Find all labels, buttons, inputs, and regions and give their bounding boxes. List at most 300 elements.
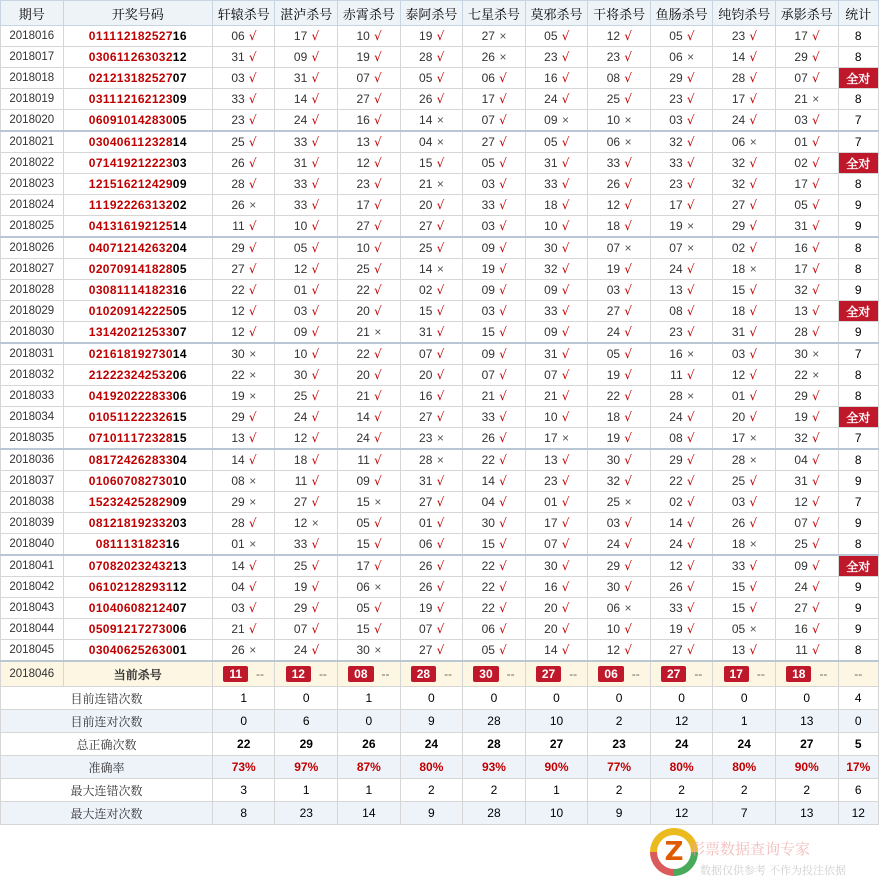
- hit-mark-icon: √: [499, 219, 507, 233]
- kill-number-value: 28: [419, 453, 433, 467]
- special-number: 09: [172, 495, 188, 509]
- summary-value: 28: [463, 710, 526, 733]
- special-number: 16: [165, 537, 181, 551]
- miss-mark-icon: ×: [562, 113, 570, 127]
- kill-number-value: 17: [731, 92, 746, 106]
- cell-kill-number: [775, 259, 838, 280]
- hit-mark-icon: √: [436, 92, 445, 106]
- kill-number-value: 21: [794, 92, 808, 106]
- kill-number-value: 26: [606, 177, 621, 191]
- kill-number-value: 31: [544, 347, 558, 361]
- hit-mark-icon: √: [436, 198, 445, 212]
- summary-value: 13: [775, 802, 838, 825]
- cell-kill-number: [400, 577, 463, 598]
- hit-mark-icon: √: [811, 622, 820, 636]
- kill-number-value: 07: [419, 622, 433, 636]
- kill-number-value: 17: [544, 516, 558, 530]
- cell-kill-number: [463, 216, 526, 238]
- kill-number-value: 03: [481, 219, 495, 233]
- cell-kill-number: [650, 513, 713, 534]
- cell-kill-number: [338, 174, 401, 195]
- cell-kill-number: [463, 640, 526, 662]
- kill-number-value: 18: [731, 537, 746, 551]
- kill-number-value: 21: [544, 389, 558, 403]
- kill-number-value: 19: [606, 262, 621, 276]
- winning-number: 08: [130, 474, 146, 488]
- kill-number-value: 24: [606, 537, 621, 551]
- winning-number: 12: [88, 177, 104, 191]
- hit-mark-icon: √: [499, 622, 507, 636]
- hit-mark-icon: √: [311, 495, 320, 509]
- winning-number: 28: [158, 262, 174, 276]
- cell-kill-number: [400, 492, 463, 513]
- hit-mark-icon: √: [436, 410, 445, 424]
- miss-mark-icon: ×: [249, 537, 257, 551]
- winning-number: 21: [130, 177, 146, 191]
- winning-number: 23: [130, 559, 146, 573]
- miss-mark-icon: ×: [499, 29, 507, 43]
- winning-number: 02: [88, 262, 104, 276]
- winning-number: 30: [158, 113, 174, 127]
- cell-kill-number: [588, 237, 651, 259]
- hit-mark-icon: √: [749, 474, 758, 488]
- cell-issue: 2018023: [1, 174, 64, 195]
- kill-number-value: 15: [481, 325, 495, 339]
- special-number: 09: [172, 92, 188, 106]
- cell-kill-number: [713, 492, 776, 513]
- kill-number-value: 13: [231, 431, 245, 445]
- cell-kill-number: [400, 89, 463, 110]
- miss-mark-icon: ×: [436, 113, 444, 127]
- cell-kill-number: [400, 449, 463, 471]
- cell-issue: 2018025: [1, 216, 64, 238]
- cell-statistics: 8: [838, 89, 878, 110]
- summary-value: 1: [338, 687, 401, 710]
- hit-mark-icon: √: [374, 156, 382, 170]
- kill-number-value: 31: [419, 325, 433, 339]
- special-number: 06: [172, 622, 188, 636]
- hit-mark-icon: √: [624, 92, 632, 106]
- winning-number: 05: [88, 622, 104, 636]
- kill-number-value: 17: [794, 177, 808, 191]
- winning-number: 13: [102, 219, 118, 233]
- cell-winning-numbers: [63, 619, 212, 640]
- hit-mark-icon: √: [374, 283, 382, 297]
- cell-winning-numbers: [63, 237, 212, 259]
- kill-number-value: 29: [669, 453, 683, 467]
- winning-number: 06: [102, 50, 118, 64]
- hit-mark-icon: √: [248, 559, 257, 573]
- winning-number: 16: [116, 177, 132, 191]
- cell-kill-number: [338, 110, 401, 132]
- hit-mark-icon: √: [749, 219, 758, 233]
- hit-mark-icon: √: [686, 622, 695, 636]
- hit-mark-icon: √: [561, 516, 570, 530]
- kill-number-value: 27: [606, 304, 621, 318]
- cell-kill-number: [400, 640, 463, 662]
- cell-kill-number: [775, 365, 838, 386]
- kill-number-value: 07: [544, 368, 558, 382]
- hit-mark-icon: √: [686, 495, 695, 509]
- winning-number: 04: [102, 643, 118, 657]
- cell-winning-numbers: [63, 471, 212, 492]
- cell-kill-number: [713, 110, 776, 132]
- header-statistics: 统计: [838, 1, 878, 26]
- kill-number-value: 15: [356, 495, 370, 509]
- kill-number-value: 29: [731, 219, 746, 233]
- kill-number-value: 10: [356, 29, 370, 43]
- kill-number-value: 30: [481, 516, 495, 530]
- special-number: 06: [172, 368, 188, 382]
- cell-kill-number: [525, 301, 588, 322]
- kill-number-value: 24: [669, 537, 683, 551]
- cell-kill-number: [713, 259, 776, 280]
- kill-number-value: 06: [669, 50, 683, 64]
- hit-mark-icon: √: [561, 453, 570, 467]
- cell-kill-number: [400, 280, 463, 301]
- kill-number-value: 29: [794, 389, 808, 403]
- hit-mark-icon: √: [499, 389, 507, 403]
- cell-kill-number: [588, 577, 651, 598]
- hit-mark-icon: √: [248, 431, 257, 445]
- hit-mark-icon: √: [374, 177, 382, 191]
- winning-number: 12: [116, 622, 132, 636]
- cell-kill-number: [650, 343, 713, 365]
- summary-value: 26: [338, 733, 401, 756]
- winning-number: 25: [158, 304, 174, 318]
- cell-issue: 2018022: [1, 153, 64, 174]
- cell-kill-number: [650, 365, 713, 386]
- winning-number: 06: [102, 474, 118, 488]
- kill-number-value: 29: [794, 50, 808, 64]
- hit-mark-icon: √: [811, 29, 820, 43]
- hit-mark-icon: √: [499, 304, 507, 318]
- cell-statistics: 8: [838, 259, 878, 280]
- kill-number-value: 30: [293, 368, 308, 382]
- cell-kill-number: [463, 68, 526, 89]
- cell-issue: 2018026: [1, 237, 64, 259]
- winning-number: 23: [116, 368, 132, 382]
- winning-number: 23: [144, 431, 160, 445]
- cell-issue: 2018037: [1, 471, 64, 492]
- hit-mark-icon: √: [561, 559, 570, 573]
- kill-number-value: 16: [419, 389, 433, 403]
- winning-number: 26: [130, 50, 146, 64]
- hit-mark-icon: √: [561, 92, 570, 106]
- miss-mark-icon: ×: [687, 241, 695, 255]
- cell-kill-number: [338, 26, 401, 47]
- winning-number: 04: [88, 389, 104, 403]
- special-number: 16: [172, 283, 188, 297]
- hit-mark-icon: √: [248, 304, 257, 318]
- cell-kill-number: [775, 68, 838, 89]
- hit-mark-icon: √: [311, 219, 320, 233]
- winning-number: 11: [116, 410, 131, 424]
- hit-mark-icon: √: [311, 113, 320, 127]
- cell-kill-number: [463, 365, 526, 386]
- hit-mark-icon: √: [311, 474, 320, 488]
- hit-mark-icon: √: [436, 474, 445, 488]
- summary-row: [1, 756, 879, 779]
- winning-number: 27: [158, 71, 174, 85]
- hit-mark-icon: √: [624, 389, 632, 403]
- cell-kill-number: [400, 386, 463, 407]
- hit-mark-icon: √: [811, 643, 820, 657]
- hit-mark-icon: √: [624, 410, 632, 424]
- winning-number: 07: [88, 559, 104, 573]
- watermark-line-1: 彩票数据查询专家: [690, 841, 811, 858]
- winning-number: 15: [102, 177, 118, 191]
- hit-mark-icon: √: [499, 135, 507, 149]
- cell-kill-number: [275, 386, 338, 407]
- winning-number: 15: [88, 495, 104, 509]
- cell-kill-number: [275, 428, 338, 450]
- hit-mark-icon: √: [811, 113, 820, 127]
- summary-value: 10: [525, 802, 588, 825]
- hit-mark-icon: √: [436, 283, 445, 297]
- kill-number-value: 26: [481, 431, 495, 445]
- cell-kill-number: [212, 577, 275, 598]
- winning-number: 21: [130, 156, 146, 170]
- kill-number-value: 14: [231, 559, 245, 573]
- hit-mark-icon: √: [374, 50, 382, 64]
- kill-number-value: 19: [481, 262, 495, 276]
- special-number: 03: [172, 516, 188, 530]
- miss-mark-icon: ×: [687, 219, 695, 233]
- hit-mark-icon: √: [561, 580, 570, 594]
- kill-number-value: 14: [293, 92, 308, 106]
- hit-mark-icon: √: [749, 283, 758, 297]
- winning-number: 27: [158, 29, 174, 43]
- hit-mark-icon: √: [499, 156, 507, 170]
- summary-value: 24: [400, 733, 463, 756]
- hit-mark-icon: √: [436, 495, 445, 509]
- cell-kill-number: [650, 492, 713, 513]
- hit-mark-icon: √: [749, 601, 758, 615]
- kill-number-value: 27: [356, 219, 370, 233]
- cell-kill-number: [400, 153, 463, 174]
- table-row: [1, 216, 879, 238]
- kill-number-value: 15: [419, 304, 433, 318]
- hit-mark-icon: √: [374, 29, 382, 43]
- winning-number: 11: [109, 537, 124, 551]
- kill-number-value: 07: [356, 71, 370, 85]
- winning-number: 13: [116, 71, 132, 85]
- cell-kill-number: [588, 174, 651, 195]
- cell-kill-number: [650, 131, 713, 153]
- kill-number-value: 27: [419, 643, 433, 657]
- cell-kill-number: [713, 301, 776, 322]
- kill-number-value: 25: [293, 559, 308, 573]
- hit-mark-icon: √: [686, 516, 695, 530]
- winning-number: 18: [116, 347, 132, 361]
- kill-number-value: 12: [794, 495, 808, 509]
- hit-mark-icon: √: [499, 177, 507, 191]
- winning-number: 03: [88, 92, 104, 106]
- cell-kill-number: [275, 301, 338, 322]
- kill-number-value: 18: [293, 453, 308, 467]
- cell-kill-number: [650, 280, 713, 301]
- winning-number: 09: [116, 304, 132, 318]
- kill-number-value: 27: [669, 643, 683, 657]
- current-kill-number-badge: 08: [348, 666, 373, 682]
- hit-mark-icon: √: [561, 368, 570, 382]
- cell-kill-number: [588, 640, 651, 662]
- kill-number-value: 26: [419, 92, 433, 106]
- winning-number: 20: [116, 559, 132, 573]
- hit-mark-icon: √: [561, 198, 570, 212]
- summary-row: [1, 687, 879, 710]
- cell-current-statistics: --: [838, 661, 878, 687]
- summary-value: 97%: [275, 756, 338, 779]
- hit-mark-icon: √: [686, 177, 695, 191]
- kill-number-value: 25: [731, 474, 746, 488]
- cell-kill-number: [338, 386, 401, 407]
- special-number: 14: [172, 135, 188, 149]
- summary-value: 0: [713, 687, 776, 710]
- kill-number-value: 27: [481, 135, 495, 149]
- pending-result-mark: --: [694, 667, 703, 681]
- header-kill-chixiao: 赤霄杀号: [338, 1, 401, 26]
- cell-kill-number: [775, 555, 838, 577]
- kill-number-value: 06: [731, 135, 746, 149]
- cell-statistics: 9: [838, 619, 878, 640]
- kill-number-value: 22: [794, 368, 808, 382]
- cell-kill-number: [400, 534, 463, 556]
- pending-result-mark: --: [318, 667, 327, 681]
- miss-mark-icon: ×: [249, 198, 257, 212]
- cell-kill-number: [400, 195, 463, 216]
- hit-mark-icon: √: [311, 325, 320, 339]
- kill-number-value: 31: [419, 474, 433, 488]
- winning-number: 03: [88, 135, 104, 149]
- hit-mark-icon: √: [561, 283, 570, 297]
- hit-mark-icon: √: [311, 580, 320, 594]
- cell-kill-number: [525, 577, 588, 598]
- winning-number: 21: [88, 368, 104, 382]
- summary-value: 28: [463, 733, 526, 756]
- hit-mark-icon: √: [749, 92, 758, 106]
- winning-number: 25: [130, 495, 146, 509]
- cell-current-kill-number: [400, 661, 463, 687]
- winning-number: 12: [116, 29, 132, 43]
- table-row: [1, 26, 879, 47]
- hit-mark-icon: √: [624, 325, 632, 339]
- winning-number: 19: [116, 156, 132, 170]
- kill-number-value: 12: [669, 559, 683, 573]
- hit-mark-icon: √: [248, 135, 257, 149]
- cell-kill-number: [713, 195, 776, 216]
- winning-number: 27: [144, 347, 160, 361]
- cell-issue: 2018031: [1, 343, 64, 365]
- cell-winning-numbers: [63, 640, 212, 662]
- table-row: [1, 89, 879, 110]
- summary-value: 27: [775, 733, 838, 756]
- kill-number-value: 24: [293, 410, 308, 424]
- miss-mark-icon: ×: [812, 368, 820, 382]
- summary-value: 0: [212, 710, 275, 733]
- kill-number-value: 07: [794, 516, 808, 530]
- cell-kill-number: [650, 619, 713, 640]
- kill-number-value: 07: [481, 113, 495, 127]
- cell-kill-number: [275, 555, 338, 577]
- hit-mark-icon: √: [749, 50, 758, 64]
- kill-number-value: 22: [356, 283, 370, 297]
- kill-number-value: 13: [794, 304, 808, 318]
- cell-statistics: 全对: [838, 68, 878, 89]
- kill-number-value: 24: [293, 643, 308, 657]
- winning-number: 29: [158, 495, 174, 509]
- kill-number-value: 30: [231, 347, 245, 361]
- summary-value: 9: [400, 802, 463, 825]
- cell-issue: 2018020: [1, 110, 64, 132]
- cell-kill-number: [588, 26, 651, 47]
- kill-number-value: 09: [544, 113, 558, 127]
- cell-kill-number: [463, 492, 526, 513]
- winning-number: 04: [88, 241, 104, 255]
- winning-number: 26: [144, 241, 160, 255]
- cell-kill-number: [525, 513, 588, 534]
- cell-winning-numbers: [63, 26, 212, 47]
- cell-kill-number: [212, 301, 275, 322]
- kill-number-value: 24: [293, 113, 308, 127]
- cell-kill-number: [275, 449, 338, 471]
- kill-number-value: 25: [606, 495, 621, 509]
- hit-mark-icon: √: [686, 453, 695, 467]
- summary-label: 总正确次数: [1, 733, 213, 756]
- hit-mark-icon: √: [311, 622, 320, 636]
- cell-kill-number: [275, 280, 338, 301]
- kill-number-value: 33: [606, 156, 621, 170]
- winning-number: 05: [102, 410, 118, 424]
- special-number: 02: [172, 198, 188, 212]
- kill-number-value: 03: [231, 601, 245, 615]
- cell-kill-number: [463, 174, 526, 195]
- summary-statistics: 17%: [838, 756, 878, 779]
- hit-mark-icon: √: [499, 516, 507, 530]
- winning-number: 08: [130, 601, 146, 615]
- cell-kill-number: [212, 449, 275, 471]
- kill-number-value: 12: [606, 643, 621, 657]
- cell-kill-number: [525, 47, 588, 68]
- hit-mark-icon: √: [499, 601, 507, 615]
- summary-value: 80%: [713, 756, 776, 779]
- table-row: [1, 131, 879, 153]
- summary-value: 3: [212, 779, 275, 802]
- cell-statistics: 8: [838, 47, 878, 68]
- current-kill-number-badge: 11: [223, 666, 248, 682]
- cell-kill-number: [338, 555, 401, 577]
- cell-statistics: 9: [838, 322, 878, 344]
- cell-winning-numbers: [63, 386, 212, 407]
- kill-number-value: 23: [544, 474, 558, 488]
- cell-kill-number: [713, 640, 776, 662]
- winning-number: 14: [102, 156, 118, 170]
- special-number: 15: [172, 431, 188, 445]
- cell-kill-number: [713, 449, 776, 471]
- cell-kill-number: [212, 195, 275, 216]
- hit-mark-icon: √: [436, 622, 445, 636]
- hit-mark-icon: √: [686, 601, 695, 615]
- winning-number: 20: [116, 325, 132, 339]
- winning-number: 08: [95, 537, 111, 551]
- summary-value: 7: [713, 802, 776, 825]
- cell-kill-number: [775, 640, 838, 662]
- hit-mark-icon: √: [374, 368, 382, 382]
- cell-winning-numbers: [63, 131, 212, 153]
- cell-kill-number: [775, 174, 838, 195]
- kill-number-value: 24: [544, 92, 558, 106]
